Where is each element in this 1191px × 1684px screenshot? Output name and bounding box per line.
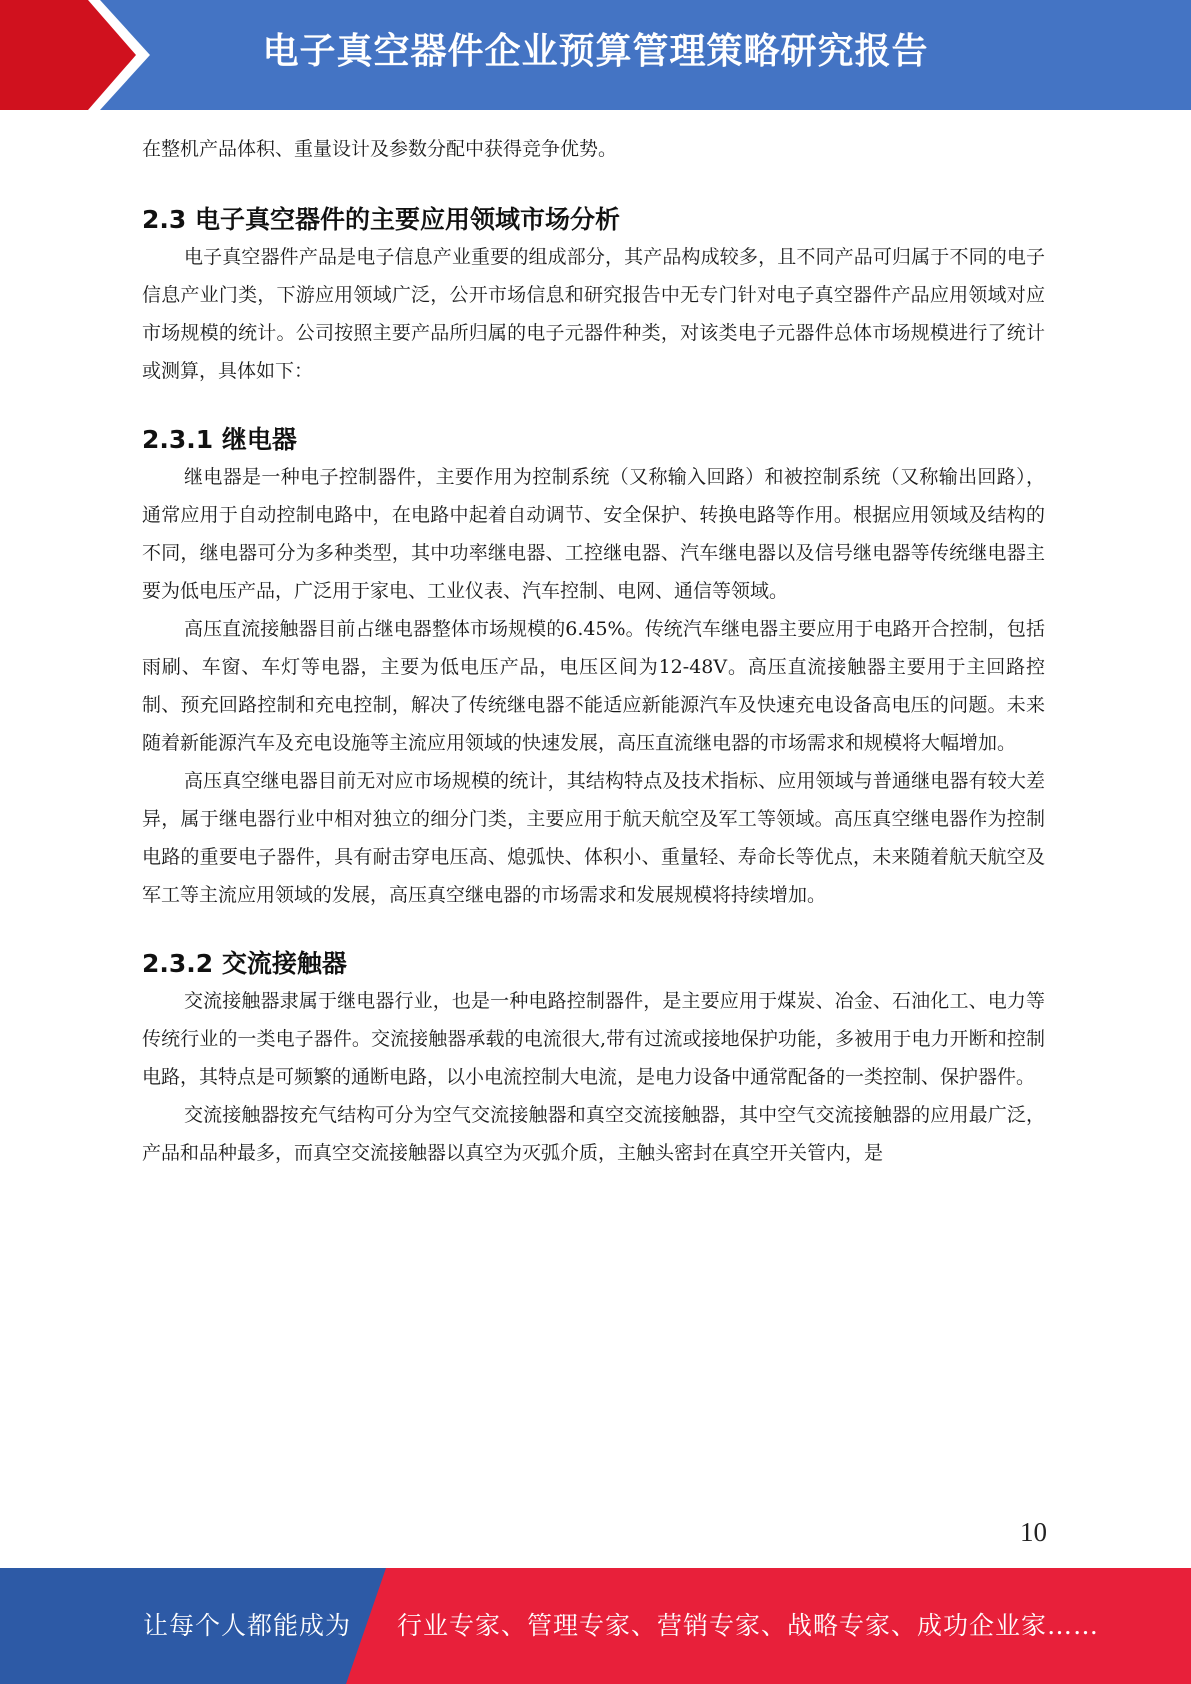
paragraph: 高压直流接触器目前占继电器整体市场规模的6.45%。传统汽车继电器主要应用于电路开合控制，包括雨刷、车窗、车灯等电器，主要为低电压产品，电压区间为12-48V。高压直流接触器主要用于主回路控制、预充回路控制和充电控制，解决了传统继电器不能适应新能源汽车及快速充电设备高电压的问题。未来随着新能源汽车及充电设施等主流应用领域的快速发展，高压直流继电器的市场需求和规模将大幅增加。	[142, 618, 1045, 754]
section-heading-2-3-1: 2.3.1 继电器	[142, 425, 297, 454]
section-heading-2-3: 2.3 电子真空器件的主要应用领域市场分析	[142, 205, 620, 234]
paragraph: 交流接触器按充气结构可分为空气交流接触器和真空交流接触器，其中空气交流接触器的应用最广泛，产品和品种最多，而真空交流接触器以真空为灭弧介质，主触头密封在真空开关管内，是	[142, 1104, 1045, 1164]
footer-slogan-right: 行业专家、管理专家、营销专家、战略专家、成功企业家……	[397, 1611, 1100, 1640]
page-header	[0, 0, 1191, 110]
paragraph-continuation: 在整机产品体积、重量设计及参数分配中获得竞争优势。	[142, 138, 618, 160]
paragraph: 电子真空器件产品是电子信息产业重要的组成部分，其产品构成较多，且不同产品可归属于不同的电子信息产业门类，下游应用领域广泛，公开市场信息和研究报告中无专门针对电子真空器件产品应用领域对应市场规模的统计。公司按照主要产品所归属的电子元器件种类，对该类电子元器件总体市场规模进行了统计或测算，具体如下：	[142, 246, 1045, 382]
paragraph: 交流接触器隶属于继电器行业，也是一种电路控制器件，是主要应用于煤炭、冶金、石油化工、电力等传统行业的一类电子器件。交流接触器承载的电流很大,带有过流或接地保护功能，多被用于电力开断和控制电路，其特点是可频繁的通断电路，以小电流控制大电流，是电力设备中通常配备的一类控制、保护器件。	[142, 990, 1045, 1088]
paragraph: 继电器是一种电子控制器件，主要作用为控制系统（又称输入回路）和被控制系统（又称输出回路），通常应用于自动控制电路中，在电路中起着自动调节、安全保护、转换电路等作用。根据应用领域及结构的不同，继电器可分为多种类型，其中功率继电器、工控继电器、汽车继电器以及信号继电器等传统继电器主要为低电压产品，广泛用于家电、工业仪表、汽车控制、电网、通信等领域。	[142, 466, 1045, 602]
header-red-chevron-icon	[0, 0, 150, 110]
page-footer	[0, 1568, 1191, 1684]
page-number: 10	[1020, 1517, 1047, 1547]
paragraph: 高压真空继电器目前无对应市场规模的统计，其结构特点及技术指标、应用领域与普通继电器有较大差异，属于继电器行业中相对独立的细分门类，主要应用于航天航空及军工等领域。高压真空继电器作为控制电路的重要电子器件，具有耐击穿电压高、熄弧快、体积小、重量轻、寿命长等优点，未来随着航天航空及军工等主流应用领域的发展，高压真空继电器的市场需求和发展规模将持续增加。	[142, 770, 1045, 906]
document-title: 电子真空器件企业预算管理策略研究报告	[262, 31, 929, 72]
section-heading-2-3-2: 2.3.2 交流接触器	[142, 949, 347, 978]
page-content	[142, 130, 1045, 1172]
footer-slogan-left: 让每个人都能成为	[143, 1611, 352, 1640]
